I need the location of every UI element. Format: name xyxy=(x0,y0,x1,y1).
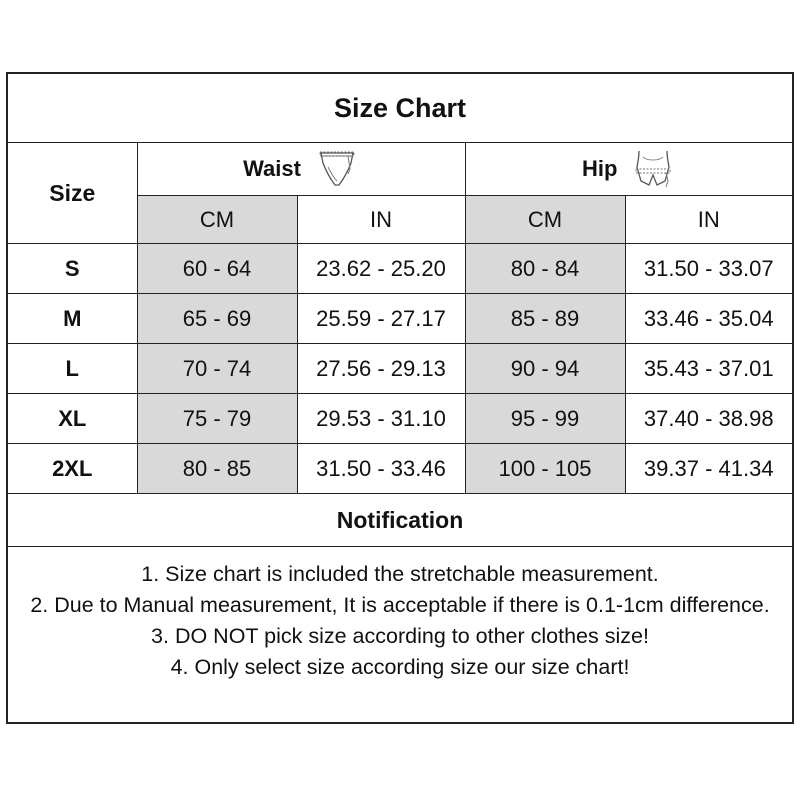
waist-cm-cell: 75 - 79 xyxy=(137,394,297,444)
hip-in-cell: 39.37 - 41.34 xyxy=(625,444,792,494)
waist-in-cell: 29.53 - 31.10 xyxy=(297,394,465,444)
notification-line: 1. Size chart is included the stretchable measurement. xyxy=(141,562,659,586)
waist-in-cell: 25.59 - 27.17 xyxy=(297,294,465,344)
hip-cm-cell: 100 - 105 xyxy=(465,444,625,494)
hip-cm-cell: 80 - 84 xyxy=(465,244,625,294)
table-row xyxy=(8,294,792,344)
notification-line: 3. DO NOT pick size according to other clothes size! xyxy=(151,624,649,648)
size-cell: L xyxy=(8,344,137,394)
chart-title: Size Chart xyxy=(8,74,792,143)
waist-header xyxy=(137,143,465,196)
size-cell: S xyxy=(8,244,137,294)
notification-list xyxy=(8,547,792,683)
hip-in-cell: 37.40 - 38.98 xyxy=(625,394,792,444)
waist-cm-header: CM xyxy=(137,196,297,244)
notification-heading: Notification xyxy=(8,494,792,547)
hip-cm-cell: 85 - 89 xyxy=(465,294,625,344)
size-table xyxy=(8,74,792,547)
hip-label: Hip xyxy=(582,156,618,181)
waist-cm-cell: 80 - 85 xyxy=(137,444,297,494)
hip-cm-cell: 90 - 94 xyxy=(465,344,625,394)
waist-in-header: IN xyxy=(297,196,465,244)
waist-in-cell: 31.50 - 33.46 xyxy=(297,444,465,494)
hip-cm-header: CM xyxy=(465,196,625,244)
notification-line: 2. Due to Manual measurement, It is acceptable if there is 0.1-1cm difference. xyxy=(30,593,770,617)
waist-cm-cell: 65 - 69 xyxy=(137,294,297,344)
hip-in-header: IN xyxy=(625,196,792,244)
hip-measure-icon xyxy=(631,147,675,191)
hip-header xyxy=(465,143,792,196)
waist-label: Waist xyxy=(243,156,301,181)
hip-in-cell: 33.46 - 35.04 xyxy=(625,294,792,344)
hip-cm-cell: 95 - 99 xyxy=(465,394,625,444)
hip-in-cell: 35.43 - 37.01 xyxy=(625,344,792,394)
size-cell: 2XL xyxy=(8,444,137,494)
table-row xyxy=(8,444,792,494)
size-cell: M xyxy=(8,294,137,344)
size-cell: XL xyxy=(8,394,137,444)
table-row xyxy=(8,244,792,294)
waist-measure-icon xyxy=(315,147,359,191)
table-row xyxy=(8,394,792,444)
notification-line: 4. Only select size according size our size chart! xyxy=(170,655,630,679)
waist-in-cell: 23.62 - 25.20 xyxy=(297,244,465,294)
waist-in-cell: 27.56 - 29.13 xyxy=(297,344,465,394)
table-row xyxy=(8,344,792,394)
hip-in-cell: 31.50 - 33.07 xyxy=(625,244,792,294)
size-chart xyxy=(6,72,794,724)
size-header: Size xyxy=(8,143,137,244)
waist-cm-cell: 70 - 74 xyxy=(137,344,297,394)
waist-cm-cell: 60 - 64 xyxy=(137,244,297,294)
